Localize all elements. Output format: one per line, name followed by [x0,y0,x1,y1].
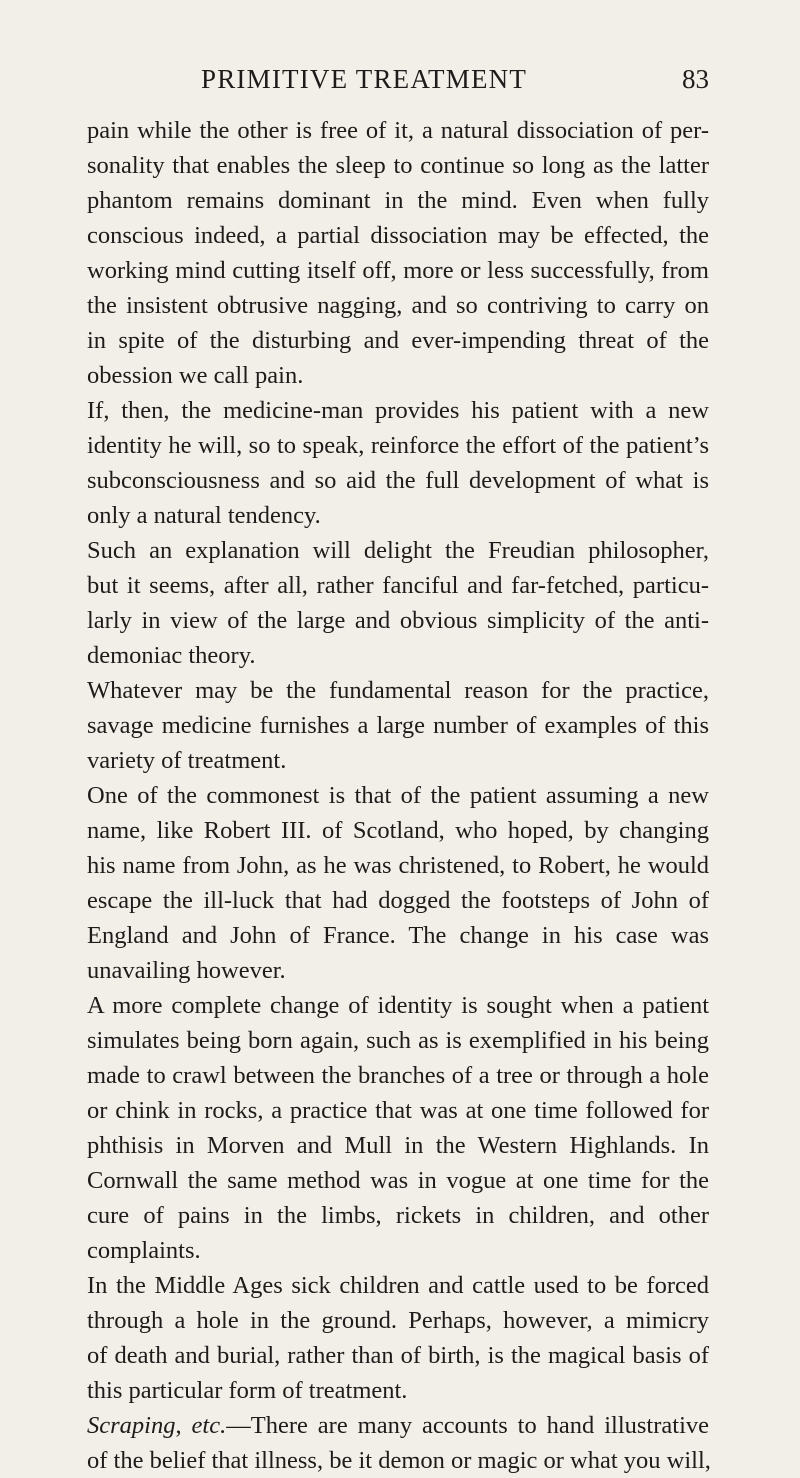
text-line: made to crawl between the branches of a tree or through a hole [87,1062,709,1089]
italic-lead: Scraping [87,1412,176,1439]
page-number: 83 [682,64,709,94]
text-line: phthisis in Morven and Mull in the Western Highlands. In [87,1132,709,1159]
text-line: of the belief that illness, be it demon or magic or what you will, [87,1447,711,1474]
text-line: or chink in rocks, a practice that was at one time followed for [87,1097,709,1124]
text-line: pain while the other is free of it, a natural dissociation of per- [87,117,709,144]
text-line: A more complete change of identity is sought when a patient [87,992,709,1019]
text-line: only a natural tendency. [87,502,321,529]
final-para-rest: —There are many accounts to hand illustrative [226,1412,710,1439]
text-line: savage medicine furnishes a large number of examples of this [87,712,709,739]
text-line: If, then, the medicine-man provides his patient with a new [87,397,709,424]
text-line: of death and burial, rather than of birth, is the magical basis of [87,1342,709,1369]
text-line: Cornwall the same method was in vogue at one time for the [87,1167,709,1194]
text-line: name, like Robert III. of Scotland, who hoped, by changing [87,817,709,844]
text-line: unavailing however. [87,957,286,984]
text-line: the insistent obtrusive nagging, and so contriving to carry on [87,292,709,319]
text-line: this particular form of treatment. [87,1377,408,1404]
running-header: PRIMITIVE TREATMENT [201,64,528,94]
text-line: cure of pains in the limbs, rickets in children, and other [87,1202,709,1229]
text-line: Whatever may be the fundamental reason for the practice, [87,677,709,704]
text-line: but it seems, after all, rather fanciful and far-fetched, particu- [87,572,709,599]
italic-etc: etc. [191,1412,227,1439]
text-line: simulates being born again, such as is exemplified in his being [87,1027,709,1054]
text-line: conscious indeed, a partial dissociation may be effected, the [87,222,709,249]
text-line: England and John of France. The change in his case was [87,922,709,949]
text-line: phantom remains dominant in the mind. Even when fully [87,187,709,214]
text-line: in spite of the disturbing and ever-impending threat of the [87,327,709,354]
text-line: identity he will, so to speak, reinforce the effort of the patient’s [87,432,709,459]
text-line: subconsciousness and so aid the full development of what is [87,467,709,494]
text-line: complaints. [87,1237,201,1264]
body-text [0,113,800,1478]
text-line: In the Middle Ages sick children and cattle used to be forced [87,1272,709,1299]
comma: , [175,1412,192,1439]
text-line: One of the commonest is that of the patient assuming a new [87,782,709,809]
text-line: through a hole in the ground. Perhaps, however, a mimicry [87,1307,709,1334]
text-line: larly in view of the large and obvious simplicity of the anti- [87,607,709,634]
text-line: working mind cutting itself off, more or less successfully, from [87,257,709,284]
text-line: sonality that enables the sleep to continue so long as the latter [87,152,709,179]
text-line: his name from John, as he was christened, to Robert, he would [87,852,709,879]
text-line: demoniac theory. [87,642,256,669]
text-line: obession we call pain. [87,362,304,389]
text-line: Such an explanation will delight the Freudian philosopher, [87,537,709,564]
text-line: escape the ill-luck that had dogged the footsteps of John of [87,887,709,914]
text-line: variety of treatment. [87,747,287,774]
